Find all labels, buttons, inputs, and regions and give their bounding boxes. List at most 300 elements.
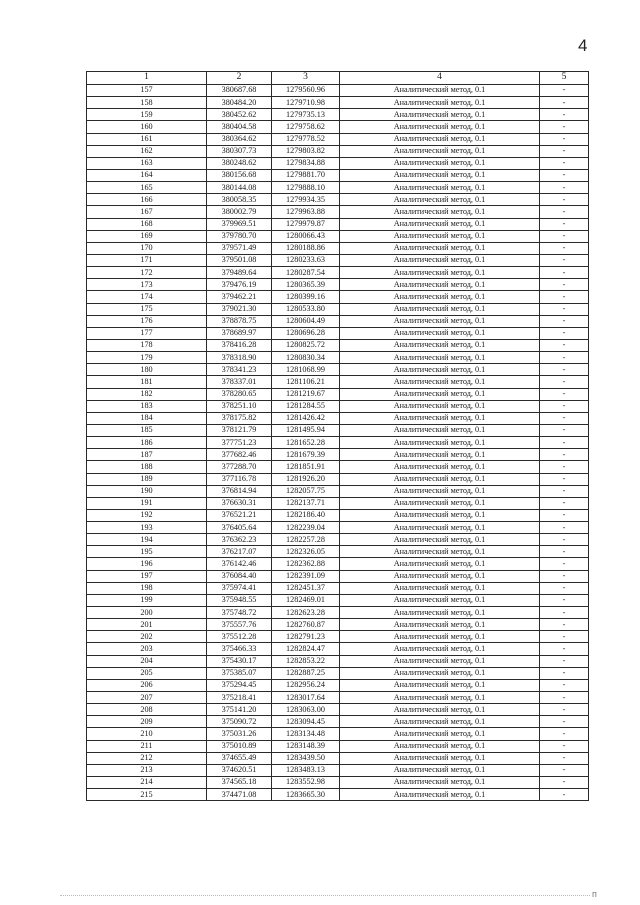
y-coordinate-cell: 1282257.28: [272, 534, 340, 546]
x-coordinate-cell: 376142.46: [207, 558, 272, 570]
column5-cell: -: [540, 570, 589, 582]
column5-cell: -: [540, 121, 589, 133]
method-cell: Аналитический метод, 0.1: [340, 789, 540, 801]
point-number-cell: 211: [87, 740, 207, 752]
method-cell: Аналитический метод, 0.1: [340, 194, 540, 206]
table-row: [87, 667, 589, 679]
x-coordinate-cell: 380484.20: [207, 97, 272, 109]
table-row: [87, 655, 589, 667]
y-coordinate-cell: 1281426.42: [272, 412, 340, 424]
table-body: [87, 85, 589, 801]
y-coordinate-cell: 1282887.25: [272, 667, 340, 679]
x-coordinate-cell: 374471.08: [207, 789, 272, 801]
table-row: [87, 133, 589, 145]
column5-cell: -: [540, 582, 589, 594]
point-number-cell: 203: [87, 643, 207, 655]
x-coordinate-cell: 377288.70: [207, 461, 272, 473]
x-coordinate-cell: 376084.40: [207, 570, 272, 582]
x-coordinate-cell: 375974.41: [207, 582, 272, 594]
point-number-cell: 163: [87, 157, 207, 169]
column5-cell: -: [540, 412, 589, 424]
x-coordinate-cell: 378337.01: [207, 376, 272, 388]
x-coordinate-cell: 375141.20: [207, 704, 272, 716]
table-row: [87, 169, 589, 181]
table-row: [87, 704, 589, 716]
point-number-cell: 214: [87, 777, 207, 789]
method-cell: Аналитический метод, 0.1: [340, 424, 540, 436]
table-header-row: [87, 72, 589, 85]
point-number-cell: 181: [87, 376, 207, 388]
column5-cell: -: [540, 109, 589, 121]
y-coordinate-cell: 1280696.28: [272, 327, 340, 339]
point-number-cell: 213: [87, 764, 207, 776]
coordinates-table: [86, 71, 589, 801]
y-coordinate-cell: 1279881.70: [272, 169, 340, 181]
point-number-cell: 195: [87, 546, 207, 558]
x-coordinate-cell: 375294.45: [207, 679, 272, 691]
table-row: [87, 121, 589, 133]
method-cell: Аналитический метод, 0.1: [340, 169, 540, 181]
column5-cell: -: [540, 388, 589, 400]
point-number-cell: 207: [87, 692, 207, 704]
point-number-cell: 168: [87, 218, 207, 230]
y-coordinate-cell: 1282824.47: [272, 643, 340, 655]
column5-cell: -: [540, 461, 589, 473]
y-coordinate-cell: 1279834.88: [272, 157, 340, 169]
table-row: [87, 643, 589, 655]
column5-cell: -: [540, 497, 589, 509]
method-cell: Аналитический метод, 0.1: [340, 631, 540, 643]
method-cell: Аналитический метод, 0.1: [340, 752, 540, 764]
y-coordinate-cell: 1281851.91: [272, 461, 340, 473]
table-row: [87, 352, 589, 364]
column5-cell: -: [540, 169, 589, 181]
point-number-cell: 197: [87, 570, 207, 582]
x-coordinate-cell: 378121.79: [207, 424, 272, 436]
x-coordinate-cell: 375031.26: [207, 728, 272, 740]
point-number-cell: 186: [87, 437, 207, 449]
point-number-cell: 192: [87, 509, 207, 521]
method-cell: Аналитический метод, 0.1: [340, 206, 540, 218]
column5-cell: -: [540, 667, 589, 679]
method-cell: Аналитический метод, 0.1: [340, 315, 540, 327]
y-coordinate-cell: 1281068.99: [272, 364, 340, 376]
column5-cell: -: [540, 485, 589, 497]
point-number-cell: 194: [87, 534, 207, 546]
y-coordinate-cell: 1279934.35: [272, 194, 340, 206]
point-number-cell: 166: [87, 194, 207, 206]
table-row: [87, 315, 589, 327]
column5-cell: -: [540, 473, 589, 485]
point-number-cell: 202: [87, 631, 207, 643]
x-coordinate-cell: 379462.21: [207, 291, 272, 303]
y-coordinate-cell: 1279758.62: [272, 121, 340, 133]
point-number-cell: 175: [87, 303, 207, 315]
y-coordinate-cell: 1282451.37: [272, 582, 340, 594]
column5-cell: -: [540, 558, 589, 570]
point-number-cell: 191: [87, 497, 207, 509]
x-coordinate-cell: 376521.21: [207, 509, 272, 521]
corner-mark: п: [592, 889, 597, 899]
method-cell: Аналитический метод, 0.1: [340, 594, 540, 606]
point-number-cell: 178: [87, 339, 207, 351]
x-coordinate-cell: 376814.94: [207, 485, 272, 497]
y-coordinate-cell: 1279888.10: [272, 182, 340, 194]
method-cell: Аналитический метод, 0.1: [340, 728, 540, 740]
y-coordinate-cell: 1280830.34: [272, 352, 340, 364]
x-coordinate-cell: 375748.72: [207, 607, 272, 619]
table-row: [87, 279, 589, 291]
table-row: [87, 594, 589, 606]
x-coordinate-cell: 379780.70: [207, 230, 272, 242]
x-coordinate-cell: 375466.33: [207, 643, 272, 655]
column5-cell: -: [540, 728, 589, 740]
method-cell: Аналитический метод, 0.1: [340, 85, 540, 97]
x-coordinate-cell: 380307.73: [207, 145, 272, 157]
point-number-cell: 199: [87, 594, 207, 606]
table-row: [87, 534, 589, 546]
x-coordinate-cell: 380404.58: [207, 121, 272, 133]
x-coordinate-cell: 375512.28: [207, 631, 272, 643]
y-coordinate-cell: 1282391.09: [272, 570, 340, 582]
method-cell: Аналитический метод, 0.1: [340, 619, 540, 631]
table-row: [87, 473, 589, 485]
method-cell: Аналитический метод, 0.1: [340, 376, 540, 388]
header-cell-4: 4: [340, 72, 540, 85]
point-number-cell: 164: [87, 169, 207, 181]
table-row: [87, 716, 589, 728]
y-coordinate-cell: 1281106.21: [272, 376, 340, 388]
method-cell: Аналитический метод, 0.1: [340, 291, 540, 303]
method-cell: Аналитический метод, 0.1: [340, 655, 540, 667]
method-cell: Аналитический метод, 0.1: [340, 400, 540, 412]
y-coordinate-cell: 1283134.48: [272, 728, 340, 740]
point-number-cell: 205: [87, 667, 207, 679]
point-number-cell: 169: [87, 230, 207, 242]
table-row: [87, 182, 589, 194]
method-cell: Аналитический метод, 0.1: [340, 412, 540, 424]
column5-cell: -: [540, 522, 589, 534]
table-row: [87, 509, 589, 521]
table-row: [87, 764, 589, 776]
y-coordinate-cell: 1280825.72: [272, 339, 340, 351]
x-coordinate-cell: 377751.23: [207, 437, 272, 449]
column5-cell: -: [540, 218, 589, 230]
column5-cell: -: [540, 145, 589, 157]
point-number-cell: 184: [87, 412, 207, 424]
y-coordinate-cell: 1283094.45: [272, 716, 340, 728]
column5-cell: -: [540, 230, 589, 242]
table-row: [87, 230, 589, 242]
column5-cell: -: [540, 85, 589, 97]
y-coordinate-cell: 1279560.96: [272, 85, 340, 97]
y-coordinate-cell: 1280233.63: [272, 254, 340, 266]
point-number-cell: 161: [87, 133, 207, 145]
point-number-cell: 162: [87, 145, 207, 157]
column5-cell: -: [540, 777, 589, 789]
y-coordinate-cell: 1280287.54: [272, 267, 340, 279]
point-number-cell: 160: [87, 121, 207, 133]
method-cell: Аналитический метод, 0.1: [340, 473, 540, 485]
method-cell: Аналитический метод, 0.1: [340, 546, 540, 558]
x-coordinate-cell: 374620.51: [207, 764, 272, 776]
column5-cell: -: [540, 339, 589, 351]
y-coordinate-cell: 1280604.49: [272, 315, 340, 327]
y-coordinate-cell: 1280188.86: [272, 242, 340, 254]
y-coordinate-cell: 1283552.98: [272, 777, 340, 789]
table-row: [87, 303, 589, 315]
method-cell: Аналитический метод, 0.1: [340, 485, 540, 497]
y-coordinate-cell: 1281495.94: [272, 424, 340, 436]
header-cell-5: 5: [540, 72, 589, 85]
y-coordinate-cell: 1279979.87: [272, 218, 340, 230]
y-coordinate-cell: 1280066.43: [272, 230, 340, 242]
method-cell: Аналитический метод, 0.1: [340, 230, 540, 242]
column5-cell: -: [540, 607, 589, 619]
point-number-cell: 165: [87, 182, 207, 194]
y-coordinate-cell: 1282853.22: [272, 655, 340, 667]
y-coordinate-cell: 1282469.01: [272, 594, 340, 606]
table-row: [87, 485, 589, 497]
column5-cell: -: [540, 740, 589, 752]
method-cell: Аналитический метод, 0.1: [340, 509, 540, 521]
x-coordinate-cell: 375430.17: [207, 655, 272, 667]
point-number-cell: 215: [87, 789, 207, 801]
column5-cell: -: [540, 594, 589, 606]
column5-cell: -: [540, 291, 589, 303]
y-coordinate-cell: 1282057.75: [272, 485, 340, 497]
point-number-cell: 212: [87, 752, 207, 764]
point-number-cell: 159: [87, 109, 207, 121]
method-cell: Аналитический метод, 0.1: [340, 437, 540, 449]
x-coordinate-cell: 375948.55: [207, 594, 272, 606]
method-cell: Аналитический метод, 0.1: [340, 97, 540, 109]
table-row: [87, 740, 589, 752]
table-row: [87, 582, 589, 594]
table-row: [87, 461, 589, 473]
point-number-cell: 179: [87, 352, 207, 364]
point-number-cell: 189: [87, 473, 207, 485]
column5-cell: -: [540, 643, 589, 655]
x-coordinate-cell: 380687.68: [207, 85, 272, 97]
y-coordinate-cell: 1283063.00: [272, 704, 340, 716]
column5-cell: -: [540, 279, 589, 291]
header-cell-3: 3: [272, 72, 340, 85]
method-cell: Аналитический метод, 0.1: [340, 667, 540, 679]
x-coordinate-cell: 378318.90: [207, 352, 272, 364]
table-row: [87, 728, 589, 740]
method-cell: Аналитический метод, 0.1: [340, 254, 540, 266]
point-number-cell: 174: [87, 291, 207, 303]
method-cell: Аналитический метод, 0.1: [340, 558, 540, 570]
method-cell: Аналитический метод, 0.1: [340, 121, 540, 133]
header-cell-1: 1: [87, 72, 207, 85]
y-coordinate-cell: 1282623.28: [272, 607, 340, 619]
column5-cell: -: [540, 424, 589, 436]
y-coordinate-cell: 1281926.20: [272, 473, 340, 485]
table-row: [87, 412, 589, 424]
column5-cell: -: [540, 679, 589, 691]
y-coordinate-cell: 1282239.04: [272, 522, 340, 534]
table-row: [87, 497, 589, 509]
y-coordinate-cell: 1282186.40: [272, 509, 340, 521]
method-cell: Аналитический метод, 0.1: [340, 692, 540, 704]
column5-cell: -: [540, 157, 589, 169]
x-coordinate-cell: 377682.46: [207, 449, 272, 461]
x-coordinate-cell: 374655.49: [207, 752, 272, 764]
y-coordinate-cell: 1282760.87: [272, 619, 340, 631]
x-coordinate-cell: 380058.35: [207, 194, 272, 206]
point-number-cell: 198: [87, 582, 207, 594]
table-row: [87, 522, 589, 534]
y-coordinate-cell: 1281219.67: [272, 388, 340, 400]
x-coordinate-cell: 375218.41: [207, 692, 272, 704]
y-coordinate-cell: 1279710.98: [272, 97, 340, 109]
method-cell: Аналитический метод, 0.1: [340, 303, 540, 315]
y-coordinate-cell: 1281652.28: [272, 437, 340, 449]
y-coordinate-cell: 1283148.39: [272, 740, 340, 752]
column5-cell: -: [540, 655, 589, 667]
table-row: [87, 449, 589, 461]
x-coordinate-cell: 378689.97: [207, 327, 272, 339]
table-row: [87, 789, 589, 801]
column5-cell: -: [540, 352, 589, 364]
column5-cell: -: [540, 619, 589, 631]
table-row: [87, 631, 589, 643]
point-number-cell: 173: [87, 279, 207, 291]
table-row: [87, 206, 589, 218]
point-number-cell: 208: [87, 704, 207, 716]
x-coordinate-cell: 378280.65: [207, 388, 272, 400]
point-number-cell: 206: [87, 679, 207, 691]
table-row: [87, 376, 589, 388]
column5-cell: -: [540, 194, 589, 206]
column5-cell: -: [540, 509, 589, 521]
method-cell: Аналитический метод, 0.1: [340, 764, 540, 776]
x-coordinate-cell: 375090.72: [207, 716, 272, 728]
point-number-cell: 196: [87, 558, 207, 570]
x-coordinate-cell: 380248.62: [207, 157, 272, 169]
y-coordinate-cell: 1281284.55: [272, 400, 340, 412]
column5-cell: -: [540, 242, 589, 254]
x-coordinate-cell: 380452.62: [207, 109, 272, 121]
column5-cell: -: [540, 546, 589, 558]
y-coordinate-cell: 1280533.80: [272, 303, 340, 315]
column5-cell: -: [540, 449, 589, 461]
x-coordinate-cell: 379476.19: [207, 279, 272, 291]
column5-cell: -: [540, 752, 589, 764]
y-coordinate-cell: 1282956.24: [272, 679, 340, 691]
table-row: [87, 339, 589, 351]
point-number-cell: 183: [87, 400, 207, 412]
method-cell: Аналитический метод, 0.1: [340, 679, 540, 691]
x-coordinate-cell: 380144.08: [207, 182, 272, 194]
method-cell: Аналитический метод, 0.1: [340, 218, 540, 230]
column5-cell: -: [540, 376, 589, 388]
y-coordinate-cell: 1280399.16: [272, 291, 340, 303]
table-row: [87, 85, 589, 97]
table-row: [87, 619, 589, 631]
method-cell: Аналитический метод, 0.1: [340, 327, 540, 339]
x-coordinate-cell: 378175.82: [207, 412, 272, 424]
x-coordinate-cell: 378251.10: [207, 400, 272, 412]
y-coordinate-cell: 1283017.64: [272, 692, 340, 704]
x-coordinate-cell: 378416.28: [207, 339, 272, 351]
y-coordinate-cell: 1282137.71: [272, 497, 340, 509]
table-row: [87, 424, 589, 436]
x-coordinate-cell: 376630.31: [207, 497, 272, 509]
y-coordinate-cell: 1279963.88: [272, 206, 340, 218]
method-cell: Аналитический метод, 0.1: [340, 534, 540, 546]
method-cell: Аналитический метод, 0.1: [340, 716, 540, 728]
column5-cell: -: [540, 789, 589, 801]
column5-cell: -: [540, 315, 589, 327]
point-number-cell: 188: [87, 461, 207, 473]
point-number-cell: 193: [87, 522, 207, 534]
x-coordinate-cell: 375385.07: [207, 667, 272, 679]
y-coordinate-cell: 1283483.13: [272, 764, 340, 776]
column5-cell: -: [540, 704, 589, 716]
x-coordinate-cell: 378878.75: [207, 315, 272, 327]
y-coordinate-cell: 1280365.39: [272, 279, 340, 291]
method-cell: Аналитический метод, 0.1: [340, 279, 540, 291]
table-row: [87, 437, 589, 449]
x-coordinate-cell: 376405.64: [207, 522, 272, 534]
y-coordinate-cell: 1281679.39: [272, 449, 340, 461]
column5-cell: -: [540, 254, 589, 266]
point-number-cell: 200: [87, 607, 207, 619]
method-cell: Аналитический метод, 0.1: [340, 740, 540, 752]
point-number-cell: 177: [87, 327, 207, 339]
x-coordinate-cell: 377116.78: [207, 473, 272, 485]
table-row: [87, 364, 589, 376]
table-row: [87, 97, 589, 109]
column5-cell: -: [540, 303, 589, 315]
table-row: [87, 400, 589, 412]
column5-cell: -: [540, 631, 589, 643]
method-cell: Аналитический метод, 0.1: [340, 582, 540, 594]
column5-cell: -: [540, 400, 589, 412]
point-number-cell: 185: [87, 424, 207, 436]
y-coordinate-cell: 1282362.88: [272, 558, 340, 570]
point-number-cell: 204: [87, 655, 207, 667]
table-row: [87, 752, 589, 764]
method-cell: Аналитический метод, 0.1: [340, 388, 540, 400]
column5-cell: -: [540, 206, 589, 218]
table-row: [87, 388, 589, 400]
x-coordinate-cell: 379571.49: [207, 242, 272, 254]
table-row: [87, 327, 589, 339]
x-coordinate-cell: 378341.23: [207, 364, 272, 376]
point-number-cell: 172: [87, 267, 207, 279]
point-number-cell: 187: [87, 449, 207, 461]
method-cell: Аналитический метод, 0.1: [340, 242, 540, 254]
x-coordinate-cell: 375557.76: [207, 619, 272, 631]
method-cell: Аналитический метод, 0.1: [340, 145, 540, 157]
point-number-cell: 201: [87, 619, 207, 631]
method-cell: Аналитический метод, 0.1: [340, 704, 540, 716]
method-cell: Аналитический метод, 0.1: [340, 339, 540, 351]
table-row: [87, 679, 589, 691]
column5-cell: -: [540, 534, 589, 546]
point-number-cell: 171: [87, 254, 207, 266]
y-coordinate-cell: 1283439.50: [272, 752, 340, 764]
page-number: 4: [578, 36, 588, 55]
x-coordinate-cell: 374565.18: [207, 777, 272, 789]
point-number-cell: 176: [87, 315, 207, 327]
point-number-cell: 167: [87, 206, 207, 218]
method-cell: Аналитический метод, 0.1: [340, 157, 540, 169]
